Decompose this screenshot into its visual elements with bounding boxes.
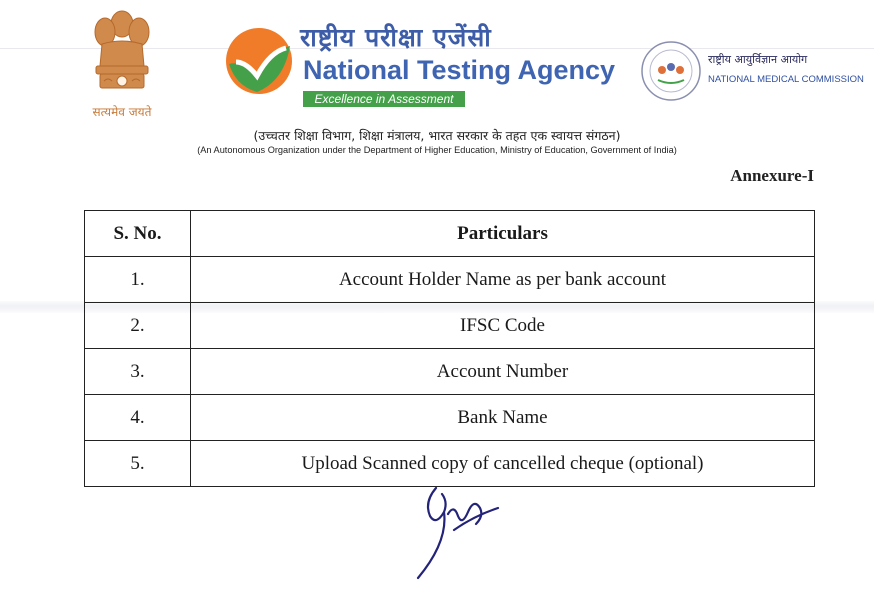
table-row: [85, 303, 815, 349]
row-particular: Account Holder Name as per bank account: [191, 257, 815, 303]
row-sno: 3.: [85, 349, 191, 395]
signature-mark: [414, 482, 504, 582]
row-particular: IFSC Code: [191, 303, 815, 349]
table-row: [85, 257, 815, 303]
sno-header: S. No.: [85, 211, 191, 257]
table-header-row: [85, 211, 815, 257]
row-particular: Bank Name: [191, 395, 815, 441]
nmc-hindi-name: राष्ट्रीय आयुर्विज्ञान आयोग: [708, 53, 808, 66]
nta-tagline: Excellence in Assessment: [303, 91, 465, 107]
emblem-motto: सत्यमेव जयते: [92, 105, 152, 119]
lion-capital-icon: [88, 8, 156, 100]
row-particular: Upload Scanned copy of cancelled cheque (optional): [191, 441, 815, 487]
row-sno: 1.: [85, 257, 191, 303]
table-row: [85, 441, 815, 487]
nmc-english-name: NATIONAL MEDICAL COMMISSION: [708, 74, 864, 85]
org-description-english: (An Autonomous Organization under the Department of Higher Education, Ministry of Education, Government of India): [197, 145, 677, 155]
nta-hindi-title: राष्ट्रीय परीक्षा एजेंसी: [300, 23, 492, 52]
nta-english-title: National Testing Agency: [303, 55, 616, 85]
annexure-label: Annexure-I: [730, 166, 814, 185]
org-description-hindi: (उच्चतर शिक्षा विभाग, शिक्षा मंत्रालय, भारत सरकार के तहत एक स्वायत्त संगठन): [253, 128, 621, 143]
row-sno: 4.: [85, 395, 191, 441]
state-emblem: [80, 8, 164, 120]
row-particular: Account Number: [191, 349, 815, 395]
particulars-header: Particulars: [191, 211, 815, 257]
row-sno: 2.: [85, 303, 191, 349]
table-row: [85, 349, 815, 395]
row-sno: 5.: [85, 441, 191, 487]
particulars-table: [84, 210, 815, 487]
table-row: [85, 395, 815, 441]
nmc-seal-icon: [640, 40, 702, 102]
nta-check-logo-icon: [224, 26, 294, 96]
